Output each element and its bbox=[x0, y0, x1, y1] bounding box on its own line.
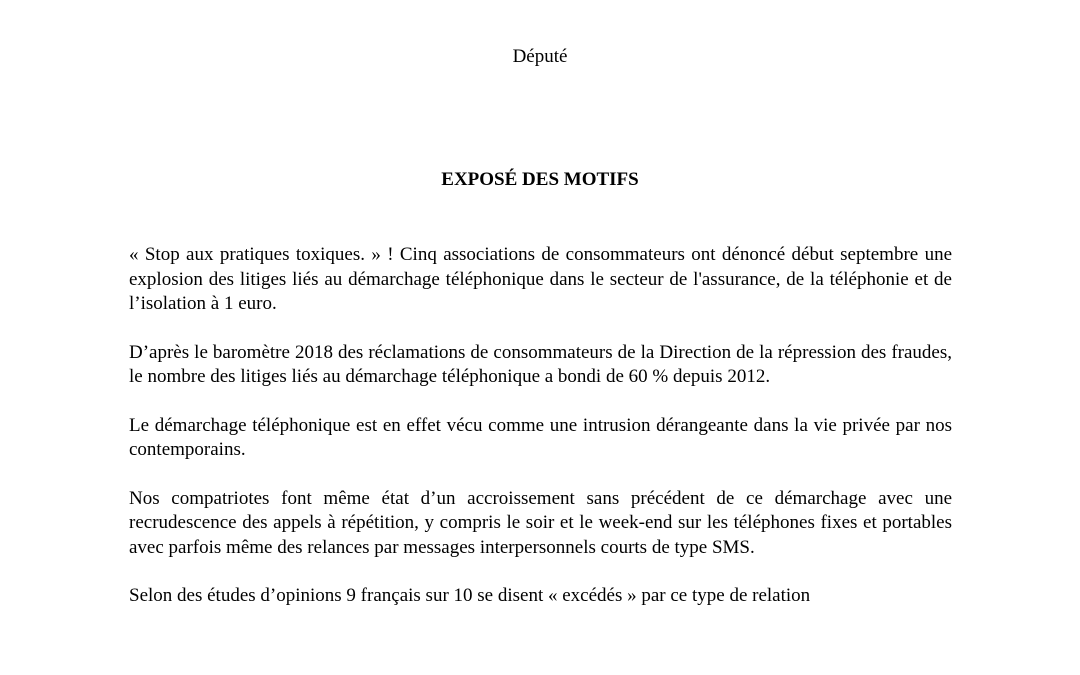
paragraph-5: Selon des études d’opinions 9 français sur 10 se disent « excédés » par ce type de relation bbox=[129, 585, 811, 606]
paragraph-3: Le démarchage téléphonique est en effet vécu comme une intrusion dérangeante dans la vie privée par nos contemporains. bbox=[129, 414, 952, 460]
paragraph-4: Nos compatriotes font même état d’un accroissement sans précédent de ce démarchage avec une recrudescence des appels à répétition, y compris le soir et le week-end sur les téléphones fixes et portables avec parfois même des relances par messages interpersonnels courts de type SMS. bbox=[129, 487, 952, 558]
section-title: EXPOSÉ DES MOTIFS bbox=[441, 169, 639, 190]
body-text bbox=[129, 243, 952, 633]
paragraph-1: « Stop aux pratiques toxiques. » ! Cinq associations de consommateurs ont dénoncé début septembre une explosion des litiges liés au démarchage téléphonique dans le secteur de l'assurance, de la téléphonie et de l’isolation à 1 euro. bbox=[129, 244, 952, 314]
paragraph-2: D’après le baromètre 2018 des réclamations de consommateurs de la Direction de la répression des fraudes, le nombre des litiges liés au démarchage téléphonique a bondi de 60 % depuis 2012. bbox=[129, 341, 952, 387]
header-role: Député bbox=[512, 46, 568, 67]
